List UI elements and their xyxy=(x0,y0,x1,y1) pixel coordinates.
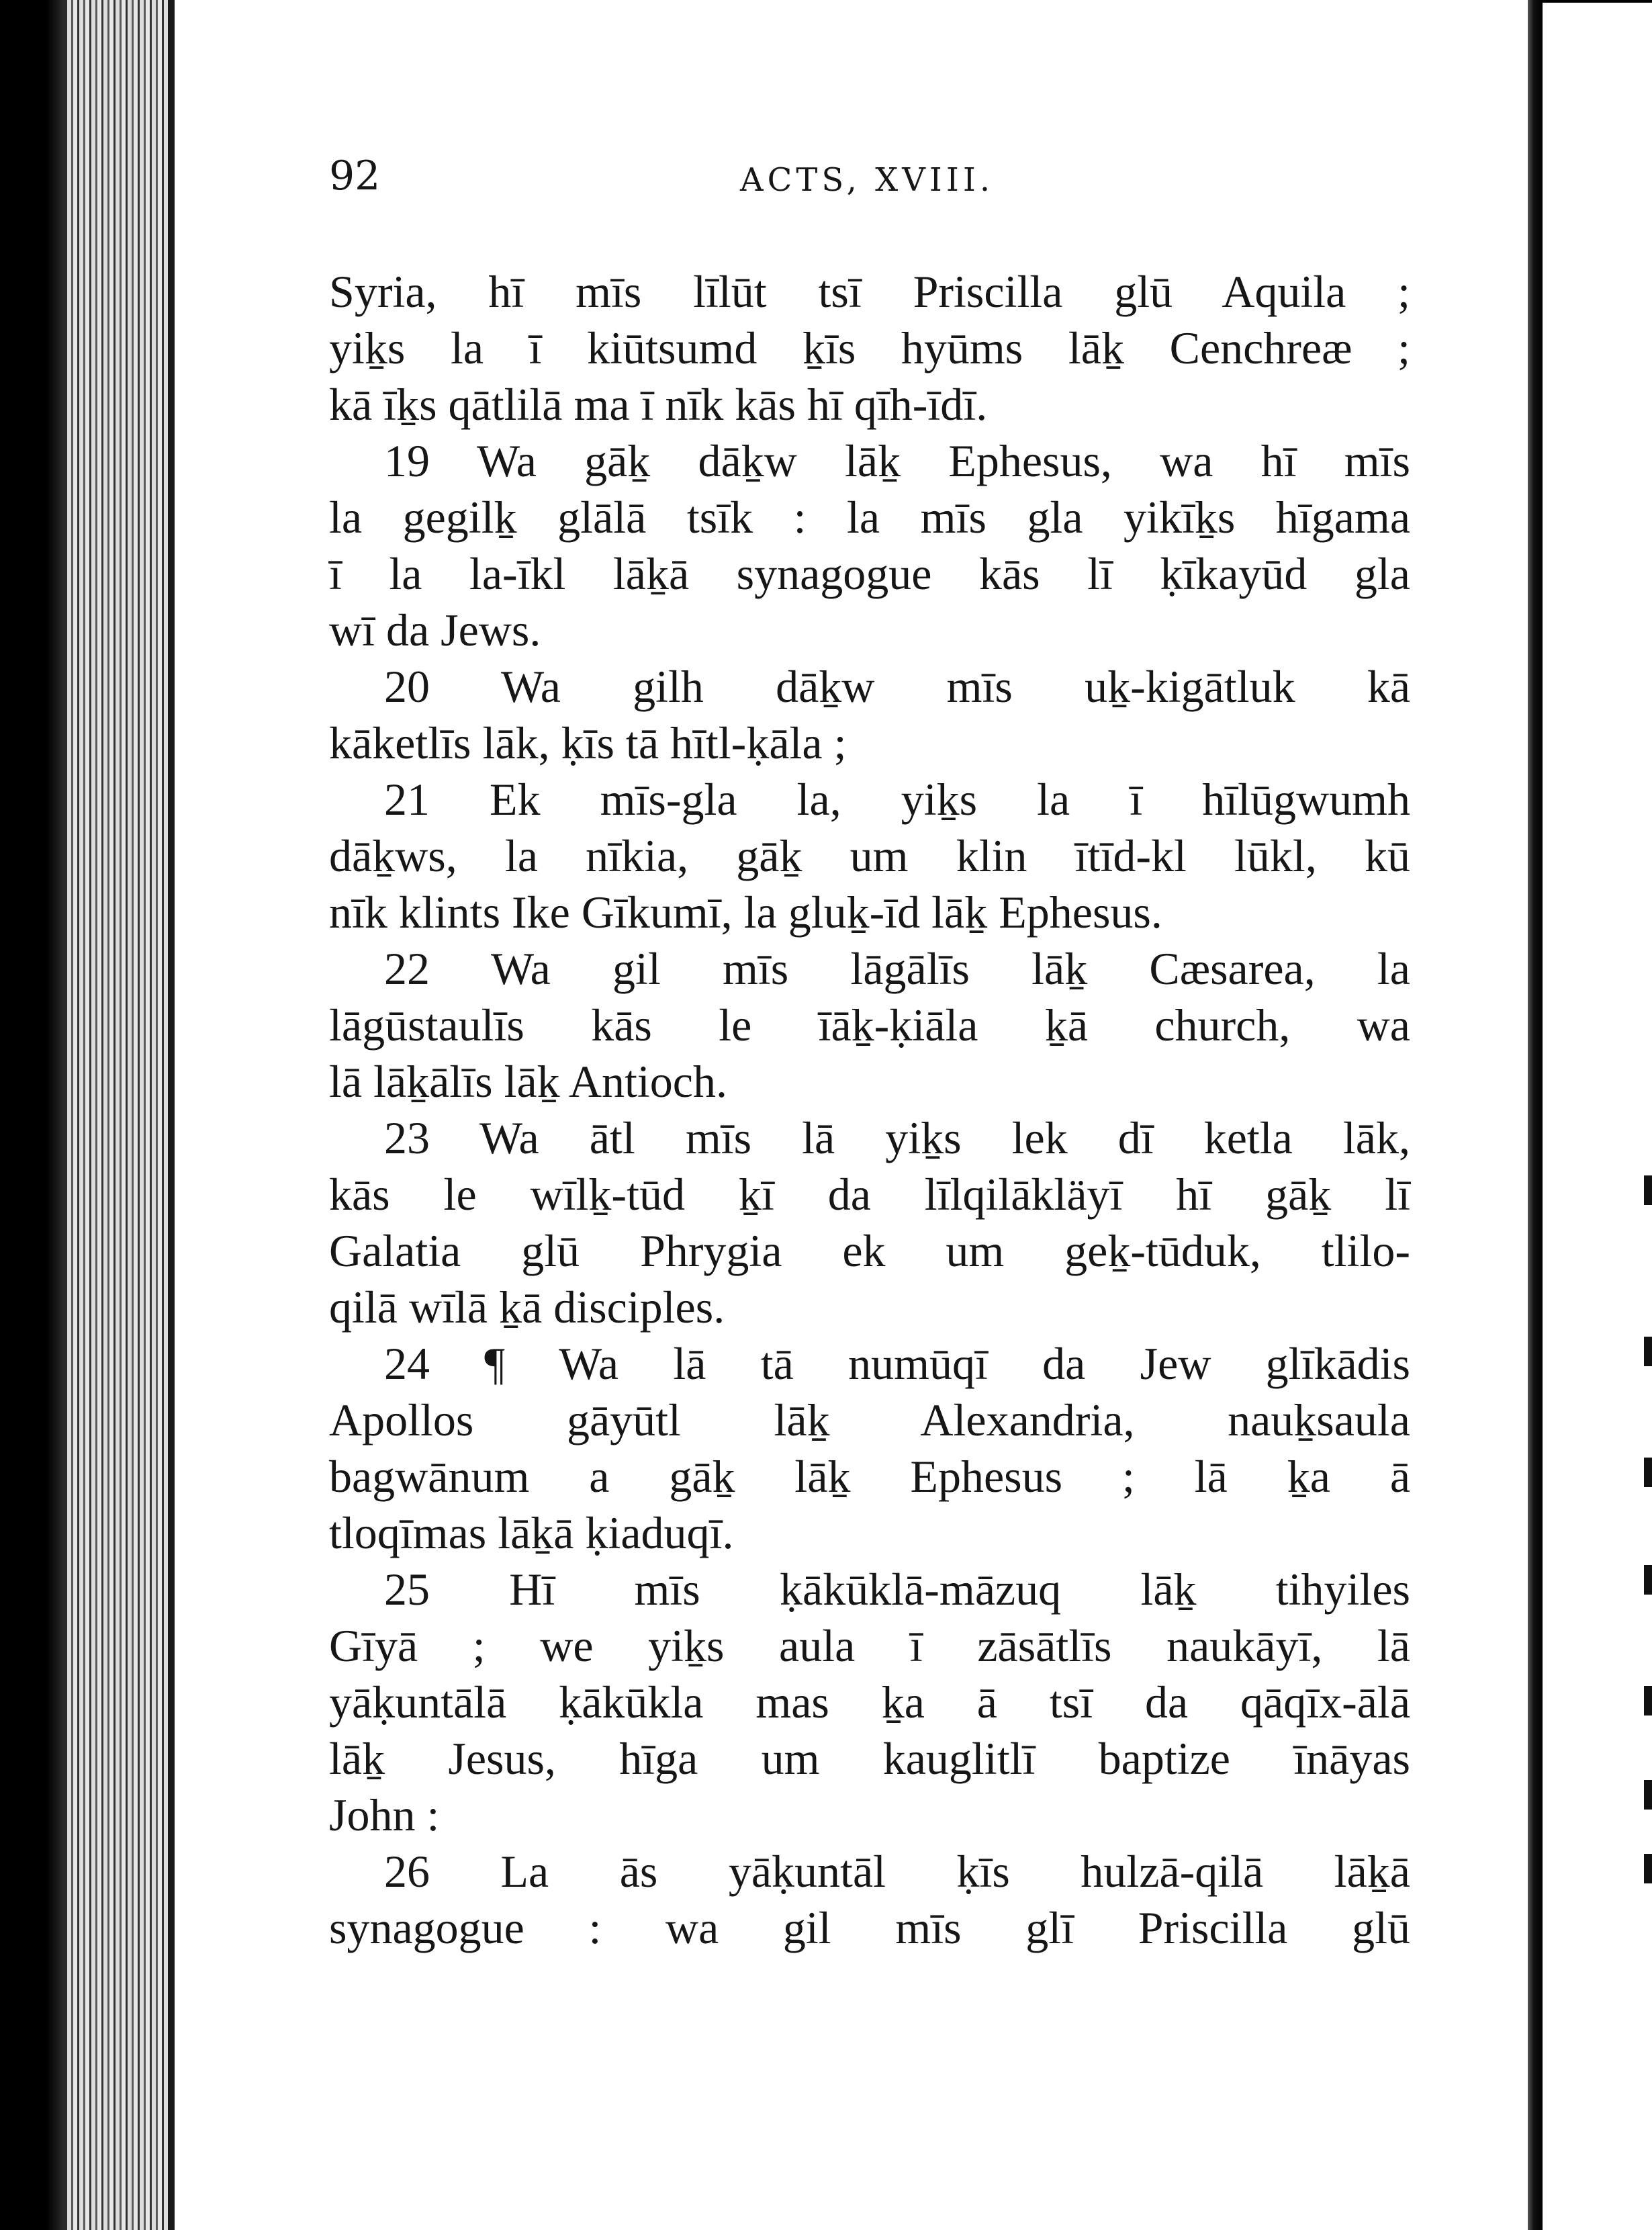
text-line: lā lāḵālīs lāḵ Antioch. xyxy=(329,1056,727,1107)
verse-25-start: 25 Hī mīs ḳākūklā-māzuq lāḵ tihyiles xyxy=(384,1564,1410,1615)
verse-22-start: 22 Wa gil mīs lāgālīs lāḵ Cæsarea, la xyxy=(384,943,1410,994)
text-line: synagogue : wa gil mīs glī Priscilla glū xyxy=(329,1902,1410,1953)
page-number: 92 xyxy=(329,152,381,199)
verse-24-start: 24 ¶ Wa lā tā numūqī da Jew glīkādis xyxy=(384,1338,1410,1389)
text-line: kās le wīlḵ-tūd ḵī da līlqilākläyī hī gāḵ lī xyxy=(329,1169,1410,1220)
verse-23-start: 23 Wa ātl mīs lā yiḵs lek dī ketla lāk, xyxy=(384,1112,1410,1163)
book-page-edges xyxy=(67,0,175,2230)
text-line: la gegilḵ glālā tsīk : la mīs gla yikīḵs hīgama xyxy=(329,492,1410,543)
facing-page-text-fragments xyxy=(1639,1175,1652,1914)
text-line: Apollos gāyūtl lāḵ Alexandria, nauḵsaula xyxy=(329,1394,1410,1445)
text-line: yiḵs la ī kiūtsumd ḵīs hyūms lāḵ Cenchreæ ; xyxy=(329,322,1410,373)
text-line: nīk klints Ike Gīkumī, la gluḵ-īd lāḵ Ephesus. xyxy=(329,887,1162,938)
text-line: Galatia glū Phrygia ek um geḵ-tūduk, tlilo- xyxy=(329,1225,1410,1276)
body-text xyxy=(329,263,1410,1956)
text-line: lāgūstaulīs kās le īāḵ-ḳiāla ḵā church, wa xyxy=(329,999,1410,1051)
page-header xyxy=(329,149,1410,203)
text-line: ī la la-īkl lāḵā synagogue kās lī ḳīkayūd gla xyxy=(329,548,1410,599)
text-line: wī da Jews. xyxy=(329,605,541,656)
text-line: lāḵ Jesus, hīga um kauglitlī baptize īnāyas xyxy=(329,1733,1410,1784)
text-line: Syria, hī mīs līlūt tsī Priscilla glū Aquila ; xyxy=(329,266,1410,317)
text-line: John : xyxy=(329,1789,440,1840)
running-head: ACTS, XVIII. xyxy=(740,161,995,199)
verse-21-start: 21 Ek mīs-gla la, yiḵs la ī hīlūgwumh xyxy=(384,774,1410,825)
text-line: yāḳuntālā ḳākūkla mas ḵa ā tsī da qāqīx-ālā xyxy=(329,1677,1410,1728)
verse-26-start: 26 La ās yāḳuntāl ḳīs hulzā-qilā lāḵā xyxy=(384,1846,1410,1897)
book-gutter xyxy=(1528,0,1543,2230)
text-line: bagwānum a gāḵ lāḵ Ephesus ; lā ḵa ā xyxy=(329,1451,1410,1502)
text-line: dāḵws, la nīkia, gāḵ um klin ītīd-kl lūkl, kū xyxy=(329,830,1410,881)
text-line: kāketlīs lāk, ḳīs tā hītl-ḳāla ; xyxy=(329,717,847,768)
text-line: kā īḵs qātlilā ma ī nīk kās hī qīh-īdī. xyxy=(329,379,988,430)
facing-page xyxy=(1543,0,1652,2230)
verse-19-start: 19 Wa gāḵ dāḵw lāḵ Ephesus, wa hī mīs xyxy=(384,435,1410,486)
text-line: Gīyā ; we yiḵs aula ī zāsātlīs naukāyī, lā xyxy=(329,1620,1410,1671)
text-line: tloqīmas lāḵā ḳiaduqī. xyxy=(329,1507,734,1558)
verse-20-start: 20 Wa gilh dāḵw mīs uḵ-kigātluk kā xyxy=(384,661,1410,712)
text-line: qilā wīlā ḵā disciples. xyxy=(329,1282,725,1333)
